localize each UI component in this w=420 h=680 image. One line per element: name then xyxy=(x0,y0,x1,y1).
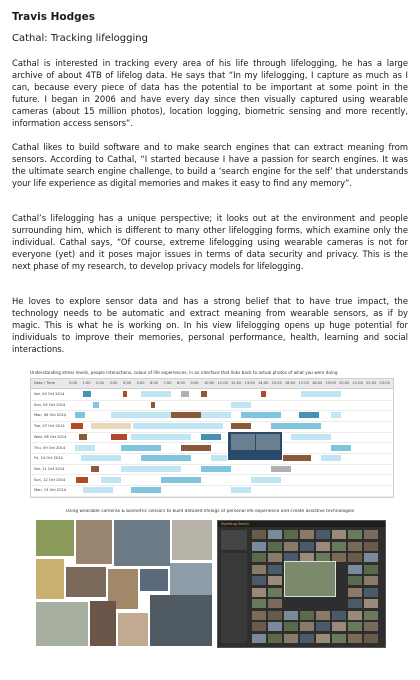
lifelog-timeline-figure xyxy=(30,370,392,498)
paragraph-4: He loves to explore sensor data and has a strong belief that to have true impact, the technology needs to be automatic and extract meaning from wearable sensors, as if by magic. This is what he is working on. In his view lifelogging opens up huge potential for individuals to improve their memories, personal performance, health, learning and social interactions. xyxy=(12,296,408,355)
activity-strip xyxy=(91,423,131,429)
photo-thumbnail[interactable] xyxy=(300,634,314,643)
photo-thumbnail[interactable] xyxy=(252,622,266,631)
hour-label: 21:00 xyxy=(352,381,363,385)
photo-thumbnail[interactable] xyxy=(284,542,298,551)
photo-thumbnail[interactable] xyxy=(348,611,362,620)
photo-thumbnail[interactable] xyxy=(332,611,346,620)
hour-label: 10:00 xyxy=(204,381,215,385)
photo-worker xyxy=(76,520,112,564)
photo-thumbnail[interactable] xyxy=(268,611,282,620)
photo-thumbnail[interactable] xyxy=(348,634,362,643)
photo-thumbnail[interactable] xyxy=(300,542,314,551)
activity-strip xyxy=(83,487,113,493)
photo-thumbnail[interactable] xyxy=(284,634,298,643)
photo-outdoor xyxy=(36,602,88,646)
activity-strip xyxy=(141,391,171,397)
photo-thumbnail[interactable] xyxy=(348,565,362,574)
activity-strip xyxy=(181,445,211,451)
photo-thumbnail[interactable] xyxy=(364,542,378,551)
photo-car xyxy=(170,563,212,595)
activity-strip xyxy=(271,466,291,472)
hour-label: 13:00 xyxy=(244,381,255,385)
photo-thumbnail[interactable] xyxy=(268,553,282,562)
photo-thumbnail[interactable] xyxy=(284,622,298,631)
photo-thumbnail[interactable] xyxy=(348,588,362,597)
hour-label: 11:00 xyxy=(217,381,228,385)
activity-strip xyxy=(101,477,121,483)
activity-strip xyxy=(201,434,221,440)
activity-strip xyxy=(141,455,191,461)
hour-label: 9:00 xyxy=(190,381,199,385)
activity-strip xyxy=(181,391,189,397)
activity-strip xyxy=(133,423,223,429)
paragraph-1: Cathal is interested in tracking every area of his life through lifelogging, he has a large archive of about 4TB of lifelog data. He says that “In my lifelogging, I capture as much as I can, because every piece of data has the potential to be important at some point in the future. I began in 2006 and have every day since then visually captured using wearable cameras (about 15 million photos), location logging, biometric sensing and more recently, information access sensors”. xyxy=(12,58,408,129)
lifelog-search-app xyxy=(217,520,386,648)
activity-strip xyxy=(161,477,201,483)
photo-thumbnail[interactable] xyxy=(316,634,330,643)
activity-strip xyxy=(291,434,331,440)
hour-label: 2:00 xyxy=(96,381,105,385)
activity-strip xyxy=(241,412,281,418)
hour-label: 15:00 xyxy=(271,381,282,385)
photo-thumbnail[interactable] xyxy=(268,634,282,643)
photo-shop xyxy=(140,569,168,591)
activity-strip xyxy=(121,445,161,451)
hour-label: 17:00 xyxy=(298,381,309,385)
day-label: Mon, 13 Oct 2014 xyxy=(34,488,67,493)
hour-label: 3:00 xyxy=(109,381,118,385)
photo-thumbnail[interactable] xyxy=(252,634,266,643)
app-titlebar xyxy=(218,521,385,527)
photo-thumbnail[interactable] xyxy=(332,634,346,643)
preview-photo xyxy=(256,434,280,450)
photo-thumbnail[interactable] xyxy=(300,622,314,631)
day-label: Sun, 05 Oct 2014 xyxy=(34,402,66,407)
hour-label: 12:00 xyxy=(231,381,242,385)
photo-thumbnail[interactable] xyxy=(364,565,378,574)
day-label: Thu, 09 Oct 2014 xyxy=(34,445,66,450)
photo-hands-device xyxy=(150,595,212,646)
photo-thumbnail[interactable] xyxy=(252,565,266,574)
photo-thumbnail[interactable] xyxy=(332,622,346,631)
photo-thumbnail[interactable] xyxy=(316,530,330,539)
photo-man-with-camera xyxy=(114,520,170,566)
photo-thumbnail[interactable] xyxy=(364,611,378,620)
activity-strip xyxy=(71,423,83,429)
photo-thumbnail[interactable] xyxy=(252,599,266,608)
day-label: Mon, 06 Oct 2014 xyxy=(34,413,67,418)
figure-2-caption: Using wearable cameras & biometric sensors to build detailed lifelogs of personal life experience and create assistive technologies xyxy=(65,509,355,514)
hour-label: 7:00 xyxy=(163,381,172,385)
day-label: Wed, 08 Oct 2014 xyxy=(34,434,67,439)
photo-thumbnail[interactable] xyxy=(348,622,362,631)
photo-thumbnail[interactable] xyxy=(316,622,330,631)
activity-strip xyxy=(121,466,181,472)
photo-street xyxy=(36,559,64,599)
app-title: MyLifeLog Search xyxy=(221,522,250,526)
activity-strip xyxy=(75,445,95,451)
photo-thumbnail[interactable] xyxy=(268,565,282,574)
photo-thumbnail[interactable] xyxy=(364,530,378,539)
activity-strip xyxy=(171,412,201,418)
activity-strip xyxy=(76,477,88,483)
activity-strip xyxy=(151,402,155,408)
hour-label: 19:00 xyxy=(325,381,336,385)
activity-strip xyxy=(231,487,251,493)
activity-strip xyxy=(201,391,207,397)
author-name: Travis Hodges xyxy=(12,11,96,23)
paragraph-3: Cathal’s lifelogging has a unique perspective; it looks out at the environment and people surrounding him, which is different to many other lifelogging forms, which examine only the individual. Cathal says, “Of course, extreme lifelogging using wearable cameras is not for everyone (yet) and it poses major issues in terms of data security and privacy. This is the next phase of my research, to develop privacy models for lifelogging. xyxy=(12,213,408,272)
activity-strip xyxy=(231,423,251,429)
activity-strip xyxy=(301,391,341,397)
hour-label: 14:00 xyxy=(258,381,269,385)
selected-photo xyxy=(284,561,336,597)
side-panel xyxy=(221,553,247,643)
photo-meeting xyxy=(66,567,106,597)
hour-label: 5:00 xyxy=(136,381,145,385)
photo-thumbnail[interactable] xyxy=(300,530,314,539)
photo-room xyxy=(118,613,148,646)
activity-strip xyxy=(281,455,311,461)
photo-thumbnail[interactable] xyxy=(268,588,282,597)
activity-strip xyxy=(79,434,87,440)
activity-strip xyxy=(75,412,85,418)
activity-strip xyxy=(83,391,91,397)
preview-photo xyxy=(231,434,255,450)
photo-thumbnail[interactable] xyxy=(316,542,330,551)
activity-strip xyxy=(131,487,161,493)
photo-thumbnail[interactable] xyxy=(348,576,362,585)
photo-group xyxy=(36,520,74,556)
hour-label: 1:00 xyxy=(82,381,91,385)
day-label: Sat, 11 Oct 2014 xyxy=(34,466,65,471)
photo-thumbnail[interactable] xyxy=(252,530,266,539)
activity-strip xyxy=(271,423,321,429)
photo-preview-popup xyxy=(227,431,283,461)
activity-strip xyxy=(81,455,121,461)
photo-thumbnail[interactable] xyxy=(364,588,378,597)
photo-thumbnail[interactable] xyxy=(268,599,282,608)
date-time-header: Date / Time xyxy=(34,381,55,385)
hour-label: 6:00 xyxy=(150,381,159,385)
activity-strip xyxy=(321,455,341,461)
activity-strip xyxy=(331,412,341,418)
timeline-header xyxy=(31,379,393,389)
day-label: Sun, 12 Oct 2014 xyxy=(34,477,66,482)
photo-thumbnail[interactable] xyxy=(348,599,362,608)
photo-thumbnail[interactable] xyxy=(268,542,282,551)
photo-thumbnail[interactable] xyxy=(348,553,362,562)
photo-thumbnail[interactable] xyxy=(268,576,282,585)
paragraph-2: Cathal likes to build software and to make search engines that can extract meaning from sensors. According to Cathal, “I started because I have a passion for search engines. It was the ultimate search engine challenge, to build a ‘search engine for the self’ that understands your life experience as digital memories and makes it easy to find any memory”. xyxy=(12,142,408,189)
photo-thumbnail[interactable] xyxy=(252,542,266,551)
wearable-camera-figure xyxy=(36,509,384,649)
photo-thumbnail[interactable] xyxy=(364,576,378,585)
activity-strip xyxy=(251,477,281,483)
article-subtitle: Cathal: Tracking lifelogging xyxy=(12,33,148,44)
hour-label: 18:00 xyxy=(312,381,323,385)
photo-thumbnail[interactable] xyxy=(332,530,346,539)
hour-label: 0:00 xyxy=(69,381,78,385)
photo-thumbnail[interactable] xyxy=(300,611,314,620)
photo-thumbnail[interactable] xyxy=(268,530,282,539)
photo-thumbnail[interactable] xyxy=(252,611,266,620)
photo-thumbnail[interactable] xyxy=(252,553,266,562)
photo-indoor xyxy=(90,601,116,646)
photo-thumbnail[interactable] xyxy=(364,634,378,643)
activity-strip xyxy=(93,402,99,408)
hour-label: 8:00 xyxy=(177,381,186,385)
activity-strip xyxy=(91,466,99,472)
photo-thumbnail[interactable] xyxy=(252,588,266,597)
activity-strip xyxy=(299,412,319,418)
photo-thumbnail[interactable] xyxy=(316,611,330,620)
photo-thumbnail[interactable] xyxy=(268,622,282,631)
photo-thumbnail[interactable] xyxy=(284,530,298,539)
activity-strip xyxy=(201,466,231,472)
day-label: Tue, 07 Oct 2014 xyxy=(34,424,65,429)
activity-strip xyxy=(123,391,127,397)
activity-strip xyxy=(231,402,251,408)
figure-1-caption: Understanding stress levels, people interactions, colour of life experiences, in an interface that links back to actual photos of what you were doing xyxy=(30,370,338,375)
photo-thumbnail[interactable] xyxy=(252,576,266,585)
calendar-widget xyxy=(221,530,247,550)
day-row xyxy=(31,485,393,497)
photo-thumbnail[interactable] xyxy=(348,530,362,539)
photo-thumbnail[interactable] xyxy=(284,611,298,620)
photo-screens xyxy=(172,520,212,560)
hour-label: 16:00 xyxy=(285,381,296,385)
photo-thumbnail[interactable] xyxy=(364,553,378,562)
timeline-grid xyxy=(30,378,394,498)
activity-strip xyxy=(111,434,127,440)
photo-thumbnail[interactable] xyxy=(364,622,378,631)
hour-label: 22:00 xyxy=(366,381,377,385)
photo-thumbnail[interactable] xyxy=(348,542,362,551)
activity-strip xyxy=(331,445,351,451)
day-label: Fri, 10 Oct 2014 xyxy=(34,456,63,461)
day-label: Sat, 04 Oct 2014 xyxy=(34,392,65,396)
hour-label: 23:00 xyxy=(379,381,390,385)
hour-label: 20:00 xyxy=(339,381,350,385)
photo-thumbnail[interactable] xyxy=(332,542,346,551)
activity-strip xyxy=(131,434,191,440)
activity-strip xyxy=(261,391,266,397)
photo-thumbnail[interactable] xyxy=(364,599,378,608)
hour-label: 4:00 xyxy=(123,381,132,385)
